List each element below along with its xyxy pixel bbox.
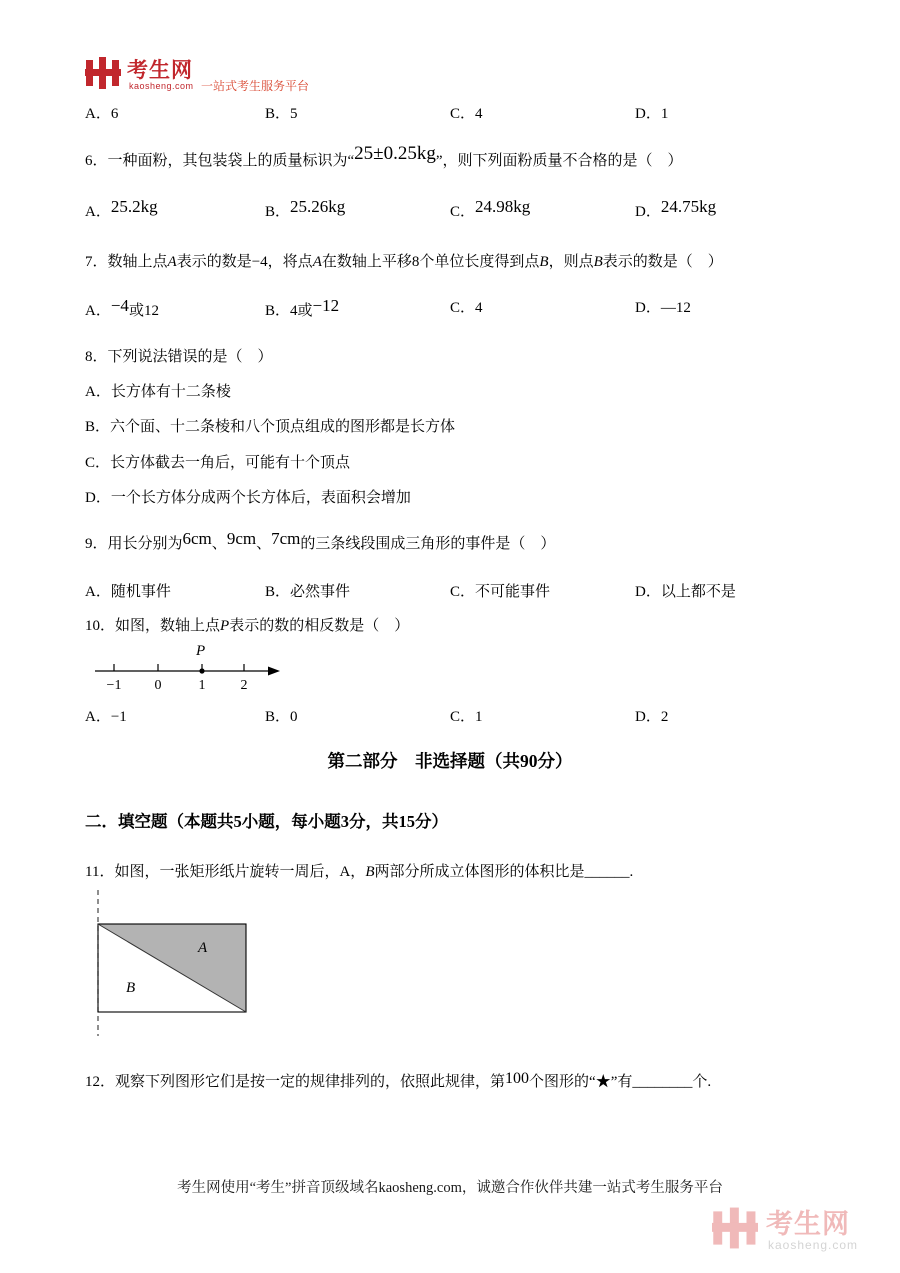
question-11: [85, 861, 833, 884]
tick-label: 1: [198, 678, 206, 693]
question-text: 两部分所成立体图形的体积比是______.: [374, 864, 634, 880]
option-text: 或12: [128, 303, 159, 319]
question-6: [85, 143, 833, 175]
question-8-option-a: A．长方体有十二条棱: [85, 384, 231, 400]
question-text: 表示的数的相反数是（ ）: [229, 618, 410, 634]
option-a: [85, 297, 159, 323]
option-b: [265, 198, 345, 224]
math-var: A: [312, 254, 322, 270]
logo-domain: kaosheng.com: [129, 81, 194, 91]
option-b: [265, 297, 339, 323]
footer-text: 考生网使用“考生”拼音顶级域名kaosheng.com，诚邀合作伙伴共建一站式考生服务平台: [177, 1180, 723, 1196]
option-c: C．4: [450, 106, 483, 122]
question-8-option-d: D．一个长方体分成两个长方体后，表面积会增加: [85, 490, 411, 506]
math-var: P: [220, 618, 230, 634]
watermark-logo: [712, 1202, 882, 1264]
option-c: C．1: [450, 709, 483, 725]
option-b: B．5: [265, 106, 298, 122]
arrow-head: [268, 667, 280, 676]
option-d: [635, 198, 716, 224]
question-text: 表示的数是（ ）: [602, 254, 723, 270]
question-text: 6．一种面粉，其包装袋上的质量标识为“: [85, 153, 355, 169]
math-var: A: [339, 864, 351, 880]
option-a: A．随机事件: [85, 584, 171, 600]
number-line-figure: [92, 640, 287, 696]
question-text: 7．数轴上点: [85, 254, 168, 270]
option-d: D．以上都不是: [635, 584, 736, 600]
question-text: 9．用长分别为: [85, 536, 183, 552]
question-text: 10．如图，数轴上点: [85, 618, 221, 634]
question-12: [85, 1070, 833, 1094]
point-p-label: P: [196, 643, 206, 659]
question-9: [85, 530, 833, 556]
question-7-options-row: [85, 297, 833, 321]
option-letter: B．: [265, 204, 291, 220]
watermark-domain: kaosheng.com: [768, 1238, 859, 1252]
question-7: [85, 251, 833, 274]
question-text: 在数轴上平移: [321, 254, 412, 270]
question-8-option-c: C．长方体截去一角后，可能有十个顶点: [85, 455, 351, 471]
tick-label: −1: [106, 678, 122, 693]
option-a: A．−1: [85, 709, 127, 725]
tick-label: 2: [240, 678, 248, 693]
option-value: −4: [110, 296, 129, 315]
question-8-option-b: B．六个面、十二条棱和八个顶点组成的图形都是长方体: [85, 419, 456, 435]
question-text: 表示的数是: [176, 254, 252, 270]
option-text: 4或: [290, 303, 313, 319]
region-a-label: A: [198, 940, 208, 956]
option-d: D．1: [635, 106, 669, 122]
rotation-figure: [88, 888, 263, 1038]
question-5-options-row: [85, 103, 833, 127]
math-value: 8: [411, 254, 420, 270]
question-text: 个单位长度得到点: [419, 254, 540, 270]
option-letter: A．: [85, 204, 111, 220]
math-value: 9cm: [226, 529, 257, 548]
question-text: 、: [256, 536, 272, 552]
option-a: [85, 198, 158, 224]
math-var: A: [167, 254, 177, 270]
site-logo: [85, 54, 385, 100]
tick-label: 0: [154, 678, 162, 693]
option-b: B．必然事件: [265, 584, 351, 600]
question-text: 个图形的“: [529, 1074, 596, 1090]
question-10: [85, 615, 833, 638]
math-value: 25±0.25kg: [354, 143, 436, 164]
option-letter: B．: [265, 303, 291, 319]
question-text: ”有________个.: [610, 1074, 712, 1090]
math-value: −4: [251, 254, 268, 270]
option-value: 25.2kg: [110, 197, 158, 216]
question-text: ”，则下列面粉质量不合格的是（ ）: [435, 153, 683, 169]
question-text: 的三条线段围成三角形的事件是（ ）: [300, 536, 556, 552]
question-text: 、: [211, 536, 227, 552]
option-c: C．4: [450, 300, 483, 316]
option-d: D．—12: [635, 300, 691, 316]
watermark-logo-icon: [712, 1207, 758, 1249]
option-letter: C．: [450, 204, 476, 220]
option-a: A．6: [85, 106, 119, 122]
star-symbol: ★: [595, 1074, 611, 1090]
section-2-title: 第二部分 非选择题（共90分）: [327, 751, 573, 771]
math-var: B: [539, 254, 549, 270]
math-value: 100: [505, 1070, 530, 1087]
math-value: 6cm: [182, 529, 212, 548]
question-text: ，则点: [548, 254, 594, 270]
math-value: 7cm: [271, 529, 301, 548]
question-6-options-row: [85, 198, 833, 222]
option-letter: D．: [635, 204, 661, 220]
option-c: C．不可能事件: [450, 584, 551, 600]
option-d: D．2: [635, 709, 669, 725]
region-b-label: B: [126, 980, 136, 996]
question-9-options-row: [85, 581, 833, 605]
option-value: 24.98kg: [475, 197, 531, 216]
option-value: 24.75kg: [660, 197, 717, 216]
question-10-options-row: [85, 706, 833, 730]
logo-brand: 考生网: [127, 59, 193, 82]
option-value: 25.26kg: [290, 197, 346, 216]
fill-in-section-header: 二．填空题（本题共5小题，每小题3分，共15分）: [85, 812, 448, 831]
question-text: 11．如图，一张矩形纸片旋转一周后，: [85, 864, 340, 880]
option-value: −12: [312, 296, 340, 315]
option-c: [450, 198, 530, 224]
math-var: B: [365, 864, 375, 880]
watermark-brand: 考生网: [766, 1209, 850, 1239]
logo-tagline: 一站式考生服务平台: [201, 79, 310, 93]
question-text: ，将点: [267, 254, 313, 270]
question-text: 12．观察下列图形它们是按一定的规律排列的，依照此规律，第: [85, 1074, 506, 1090]
option-b: B．0: [265, 709, 298, 725]
question-8: 8．下列说法错误的是（ ）: [85, 349, 273, 365]
option-letter: A．: [85, 303, 111, 319]
point-p-dot: [199, 668, 204, 673]
kaosheng-logo-icon: [85, 57, 121, 89]
math-var: B: [593, 254, 603, 270]
question-text: ，: [350, 864, 366, 880]
